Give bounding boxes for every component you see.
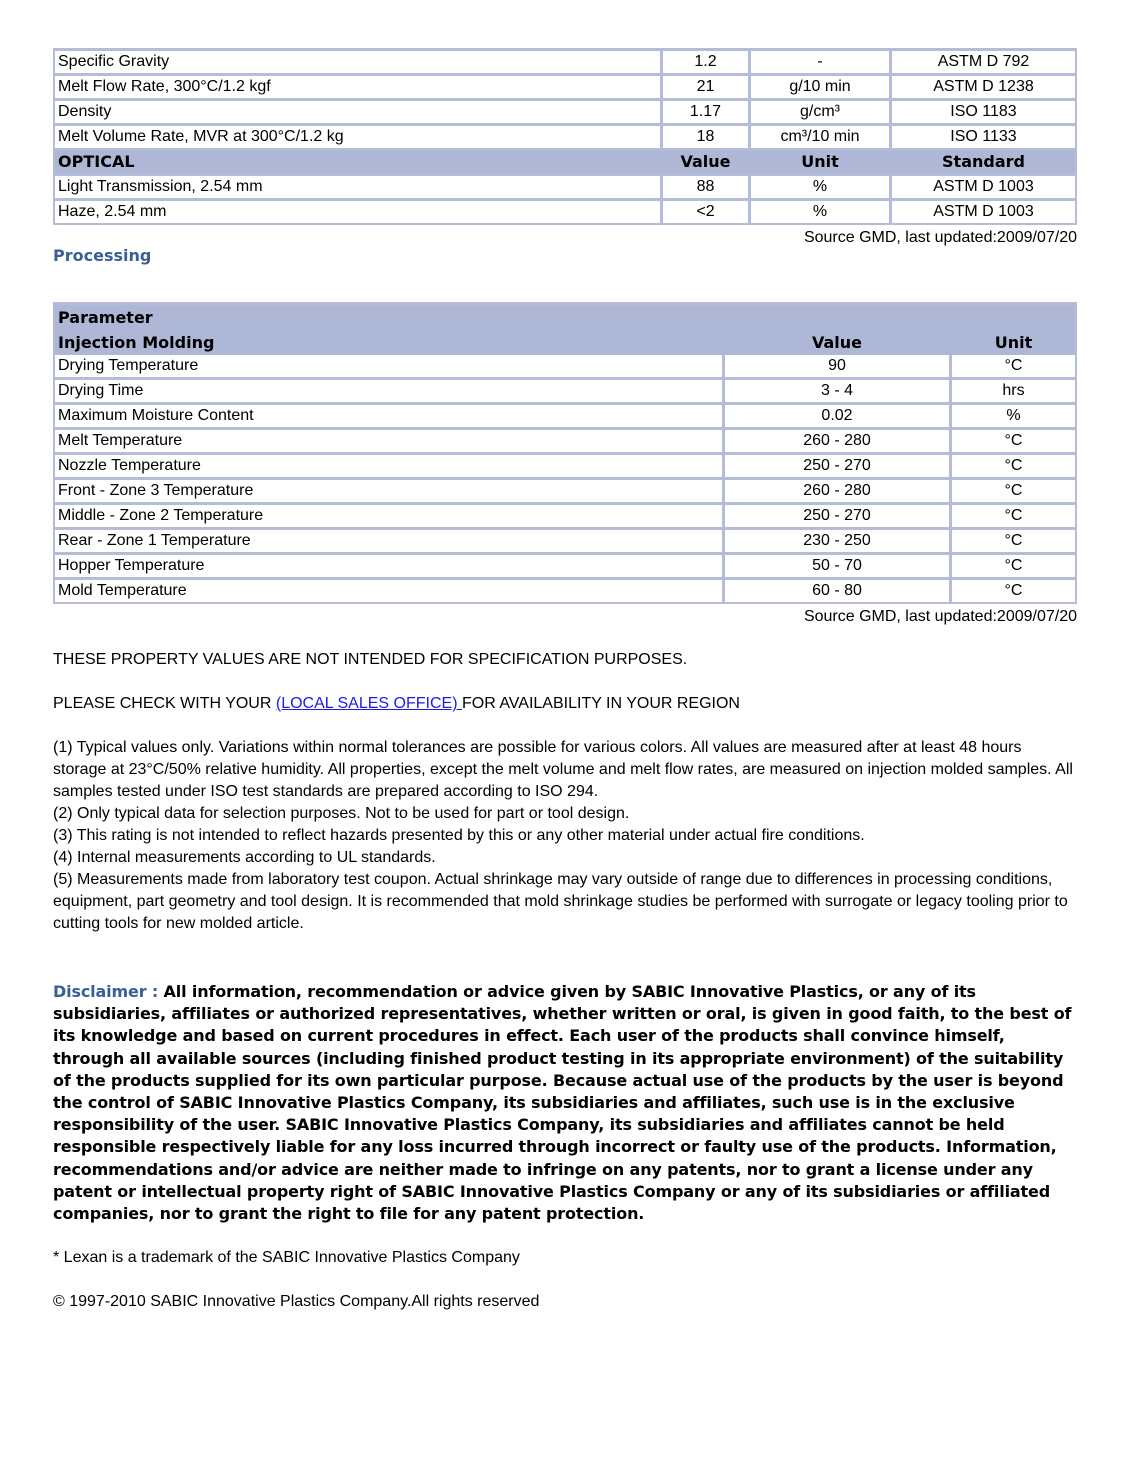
footnote-2: (2) Only typical data for selection purposes. Not to be used for part or tool design.: [53, 805, 630, 822]
property-name: Melt Volume Rate, MVR at 300°C/1.2 kg: [55, 126, 660, 151]
property-unit: g/10 min: [748, 76, 889, 101]
property-unit: %: [748, 201, 889, 223]
parameter-name: Maximum Moisture Content: [55, 405, 722, 430]
parameter-unit: %: [949, 405, 1075, 430]
optical-section-header: [55, 151, 1075, 176]
property-name: Specific Gravity: [55, 51, 660, 76]
property-unit: %: [748, 176, 889, 201]
parameter-value: 90: [722, 355, 949, 380]
availability-suffix: FOR AVAILABILITY IN YOUR REGION: [461, 695, 740, 712]
table-row: [55, 126, 1075, 151]
table-row: [55, 480, 1075, 505]
parameter-unit: °C: [949, 555, 1075, 580]
table-row: [55, 101, 1075, 126]
table-row: [55, 430, 1075, 455]
table-row: [55, 555, 1075, 580]
property-unit: g/cm³: [748, 101, 889, 126]
parameter-value: 230 - 250: [722, 530, 949, 555]
property-unit: -: [748, 51, 889, 76]
footnote-1: (1) Typical values only. Variations within normal tolerances are possible for various colors. All values are measured after at least 48 hours storage at 23°C/50% relative humidity. All properties, except the melt volume and melt flow rates, are measured on injection molded samples. All samples tested under ISO test standards are prepared according to ISO 294.: [53, 739, 1073, 800]
column-header-value: Value: [660, 151, 748, 176]
property-name: Light Transmission, 2.54 mm: [55, 176, 660, 201]
processing-header-section: [55, 330, 1075, 355]
parameter-unit: °C: [949, 430, 1075, 455]
table-row: [55, 580, 1075, 602]
parameter-name: Mold Temperature: [58, 582, 187, 599]
property-value: 1.17: [660, 101, 748, 126]
property-value: 18: [660, 126, 748, 151]
table-row: [55, 51, 1075, 76]
datasheet-page: [53, 48, 1077, 1313]
property-standard: ASTM D 1003: [889, 201, 1075, 223]
footnote-4: (4) Internal measurements according to UL standards.: [53, 849, 436, 866]
parameter-unit: °C: [949, 480, 1075, 505]
property-value: 21: [660, 76, 748, 101]
table-row: [55, 76, 1075, 101]
availability-note: [53, 693, 1077, 715]
source-note: Source GMD, last updated:2009/07/20: [803, 608, 1077, 625]
property-unit: cm³/10 min: [748, 126, 889, 151]
property-name: Haze, 2.54 mm: [58, 203, 167, 220]
parameter-value: 60 - 80: [722, 580, 949, 602]
disclaimer-label: Disclaimer :: [53, 982, 159, 1001]
column-header-value: Value: [722, 330, 949, 355]
table-row: [55, 201, 1075, 223]
parameter-name: Hopper Temperature: [55, 555, 722, 580]
notes-section: [53, 649, 1077, 935]
section-title: Injection Molding: [55, 330, 722, 355]
parameter-value: 250 - 270: [722, 455, 949, 480]
property-standard: ASTM D 792: [889, 51, 1075, 76]
footnotes: [53, 737, 1077, 935]
property-value: 88: [660, 176, 748, 201]
properties-table: [53, 48, 1077, 225]
parameter-unit: °C: [949, 580, 1075, 602]
parameter-unit: °C: [949, 355, 1075, 380]
column-header-unit: Unit: [748, 151, 889, 176]
trademark-note: * Lexan is a trademark of the SABIC Innovative Plastics Company: [53, 1249, 520, 1267]
parameter-value: 250 - 270: [722, 505, 949, 530]
property-standard: ASTM D 1003: [889, 176, 1075, 201]
parameter-unit: hrs: [949, 380, 1075, 405]
availability-prefix: PLEASE CHECK WITH YOUR: [53, 695, 276, 712]
table-row: [55, 176, 1075, 201]
column-header-standard: Standard: [889, 151, 1075, 176]
parameter-name: Rear - Zone 1 Temperature: [55, 530, 722, 555]
parameter-unit: °C: [949, 455, 1075, 480]
table-row: [55, 380, 1075, 405]
property-standard: ASTM D 1238: [889, 76, 1075, 101]
table-row: [55, 505, 1075, 530]
parameter-unit: °C: [949, 530, 1075, 555]
parameter-value: 3 - 4: [722, 380, 949, 405]
parameter-value: 0.02: [722, 405, 949, 430]
parameter-name: Front - Zone 3 Temperature: [55, 480, 722, 505]
parameter-name: Drying Temperature: [55, 355, 722, 380]
property-name: Melt Flow Rate, 300°C/1.2 kgf: [55, 76, 660, 101]
section-title: OPTICAL: [55, 151, 660, 176]
parameter-name: Melt Temperature: [55, 430, 722, 455]
table-row: [55, 355, 1075, 380]
processing-table: [53, 302, 1077, 604]
parameter-unit: °C: [949, 505, 1075, 530]
column-header-parameter: Parameter: [55, 305, 1075, 330]
disclaimer-text: All information, recommendation or advice given by SABIC Innovative Plastics, or any of its subsidiaries, affiliates or authorized representatives, whether written or oral, is given in good faith, to the best of its knowledge and based on current procedures in effect. Each user of the products shall convince himself, through all available sources (including finished product testing in its appropriate environment) of the suitability of the products supplied for its own particular purpose. Because actual use of the products by the user is beyond the control of SABIC Innovative Plastics Company, its subsidiaries and affiliates, such use is in the exclusive responsibility of the user. SABIC Innovative Plastics Company, its subsidiaries and affiliates cannot be held responsible respectively liable for any loss incurred through incorrect or faulty use of the products. Information, recommendations and/or advice are neither made to infringe on any patents, nor to grant a license under any patent or intellectual property right of SABIC Innovative Plastics Company or any of its subsidiaries or affiliated companies, nor to grant the right to file for any patent protection.: [53, 982, 1072, 1224]
parameter-value: 260 - 280: [722, 430, 949, 455]
property-standard: ISO 1183: [889, 101, 1075, 126]
footnote-5: (5) Measurements made from laboratory test coupon. Actual shrinkage may vary outside of range due to differences in processing conditions, equipment, part geometry and tool design. It is recommended that mold shrinkage studies be performed with surrogate or legacy tooling prior to cutting tools for new molded article.: [53, 871, 1068, 932]
parameter-value: 50 - 70: [722, 555, 949, 580]
property-name: Density: [55, 101, 660, 126]
processing-heading: Processing: [53, 246, 152, 265]
specification-warning: THESE PROPERTY VALUES ARE NOT INTENDED FOR SPECIFICATION PURPOSES.: [53, 651, 688, 668]
disclaimer: [53, 981, 1077, 1225]
processing-header-param: [55, 305, 1075, 330]
property-standard: ISO 1133: [889, 126, 1075, 151]
table-row: [55, 530, 1075, 555]
table-row: [55, 405, 1075, 430]
property-value: 1.2: [660, 51, 748, 76]
property-value: <2: [660, 201, 748, 223]
parameter-name: Nozzle Temperature: [55, 455, 722, 480]
column-header-unit: Unit: [949, 330, 1075, 355]
parameter-name: Drying Time: [55, 380, 722, 405]
table-row: [55, 455, 1075, 480]
local-sales-office-link[interactable]: (LOCAL SALES OFFICE): [275, 695, 462, 712]
copyright-note: © 1997-2010 SABIC Innovative Plastics Company.All rights reserved: [53, 1293, 540, 1311]
parameter-name: Middle - Zone 2 Temperature: [55, 505, 722, 530]
source-note: Source GMD, last updated:2009/07/20: [803, 229, 1077, 246]
footnote-3: (3) This rating is not intended to reflect hazards presented by this or any other material under actual fire conditions.: [53, 827, 865, 844]
parameter-value: 260 - 280: [722, 480, 949, 505]
